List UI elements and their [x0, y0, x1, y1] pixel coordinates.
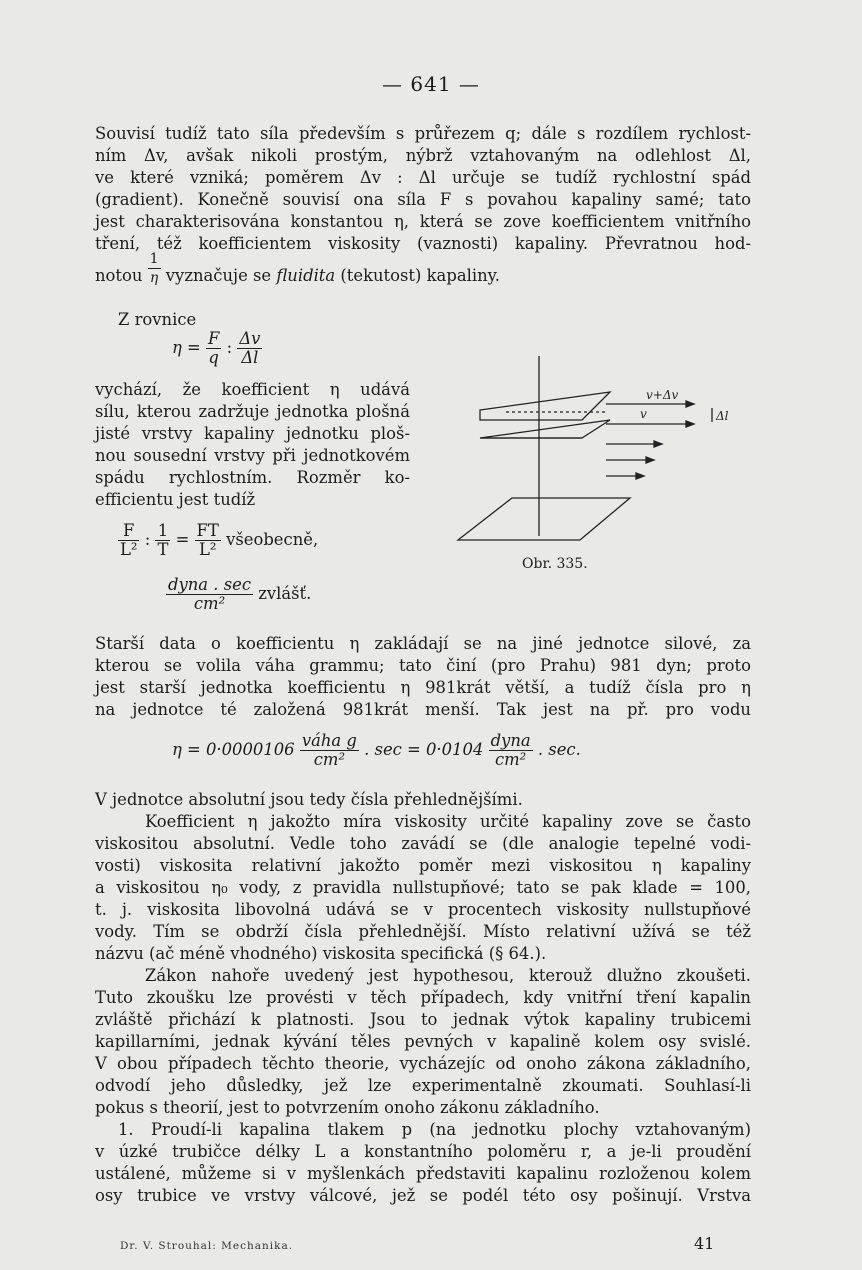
- text-line: nou sousední vrstvy při jednotkovém: [95, 446, 410, 465]
- text-line: Starší data o koefficientu η zakládají se na jiné jednotce silové, za: [95, 634, 751, 653]
- inline-fraction: $\frac{1}{\eta}$: [149, 251, 159, 286]
- text-line: Koefficient η jakožto míra viskosity určité kapaliny zove se často: [145, 812, 751, 831]
- text-line: Souvisí tudíž tato síla především s průřezem q; dále s rozdílem rychlost-: [95, 124, 751, 143]
- text-line: efficientu jest tudíž: [95, 490, 256, 509]
- figure-parallel-plates: [450, 350, 770, 550]
- equation-units: $\frac{\text{dyna . sec}}{\text{cm²}}$ zvlášť.: [168, 575, 312, 613]
- text-line: kterou se volila váha grammu; tato činí (pro Prahu) 981 dyn; proto: [95, 656, 751, 675]
- text-line: jest starší jednotka koefficientu η 981krát větší, a tudíž čísla pro η: [95, 678, 751, 697]
- label-delta-l: Δl: [716, 409, 729, 423]
- label-v-plus-dv: v+Δv: [646, 388, 679, 402]
- text-line: názvu (ač méně vhodného) viskosita specifická (§ 64.).: [95, 944, 547, 963]
- text-line: vody. Tím se obdrží čísla přehlednější. Místo relativní užívá se též: [95, 922, 751, 941]
- term-fluidita: fluidita: [276, 266, 336, 285]
- text-line: (gradient). Konečně souvisí ona síla F s povahou kapaliny samé; tato: [95, 190, 751, 209]
- text-line: na jednotce té založená 981krát menší. Tak jest na př. pro vodu: [95, 700, 751, 719]
- text-line: Tuto zkoušku lze provésti v těch případech, kdy vnitřní tření kapalin: [95, 988, 751, 1007]
- text-line: pokus s theorií, jest to potvrzením onoho zákonu základního.: [95, 1098, 600, 1117]
- text-line: vosti) viskosita relativní jakožto poměr mezi viskositou η kapaliny: [95, 856, 751, 875]
- page-number: — 641 —: [382, 72, 480, 96]
- text-line: a viskositou η₀ vody, z pravidla nullstupňové; tato se pak klade = 100,: [95, 878, 751, 897]
- text-line: Zákon nahoře uvedený jest hypothesou, kterouž dlužno zkoušeti.: [145, 966, 751, 985]
- fluidity-line: notou $\frac{1}{\eta}$ vyznačuje se fluidita (tekutost) kapaliny.: [95, 251, 500, 286]
- text-line: ním Δv, avšak nikoli prostým, nýbrž vztahovaným na odlehlost Δl,: [95, 146, 751, 165]
- lower-plate: [458, 498, 630, 540]
- text-line: V jednotce absolutní jsou tedy čísla přehlednějšími.: [95, 790, 523, 809]
- upper-plate: [480, 392, 610, 420]
- text-line: sílu, kterou zadržuje jednotka plošná: [95, 402, 410, 421]
- text-line: jisté vrstvy kapaliny jednotku ploš-: [95, 424, 410, 443]
- equation-water: η = 0·0000106 $\frac{\text{váha g}}{\text{cm²}}$ . sec = 0·0104 $\frac{\text{dyna}}{\text{cm²}}$ . sec.: [172, 731, 581, 769]
- label-v: v: [640, 407, 647, 421]
- sheet-number: 41: [694, 1234, 715, 1253]
- text-line: t. j. viskosita libovolná udává se v procentech viskosity nullstupňové: [95, 900, 751, 919]
- middle-plate: [480, 420, 610, 438]
- equation-dimension: $\frac{F}{\text{L²}}$ : $\frac{1}{T}$ = $\frac{FT}{\text{L²}}$ všeobecně,: [120, 521, 319, 559]
- text-line: ustálené, můžeme si v myšlenkách představiti kapalinu rozloženou kolem: [95, 1164, 751, 1183]
- text-line: odvodí jeho důsledky, jež lze experimentalně zkoumati. Souhlasí-li: [95, 1076, 751, 1095]
- velocity-arrows: [606, 401, 694, 479]
- text-line: 1. Proudí-li kapalina tlakem p (na jednotku plochy vztahovaným): [118, 1120, 751, 1139]
- text-line: ve které vzniká; poměrem Δv : Δl určuje se tudíž rychlostní spád: [95, 168, 751, 187]
- figure-caption: Obr. 335.: [522, 556, 588, 572]
- equation-eta: η = $\frac{F}{q}$ : $\frac{\Delta v}{\Delta l}$: [172, 329, 261, 367]
- text-line: vychází, že koefficient η udává: [95, 380, 410, 399]
- text-line: kapillarními, jednak kývání těles pevných v kapalině kolem osy svislé.: [95, 1032, 751, 1051]
- text-line: tření, též koefficientem viskosity (vaznosti) kapaliny. Převratnou hod-: [95, 234, 751, 253]
- text-line: jest charakterisována konstantou η, která se zove koefficientem vnitřního: [95, 212, 751, 231]
- footer-signature: Dr. V. Strouhal: Mechanika.: [120, 1240, 294, 1252]
- z-rovnice-label: Z rovnice: [118, 310, 197, 329]
- text-line: v úzké trubičce délky L a konstantního poloměru r, a je-li proudění: [95, 1142, 751, 1161]
- text-line: V obou případech těchto theorie, vycházejíc od onoho zákona základního,: [95, 1054, 751, 1073]
- text-line: osy trubice ve vrstvy válcové, jež se podél této osy pošinují. Vrstva: [95, 1186, 751, 1205]
- text-line: spádu rychlostním. Rozměr ko-: [95, 468, 410, 487]
- text-line: viskositou absolutní. Vedle toho zavádí se (dle analogie tepelné vodi-: [95, 834, 751, 853]
- text-line: zvláště přichází k platnosti. Jsou to jednak výtok kapaliny trubicemi: [95, 1010, 751, 1029]
